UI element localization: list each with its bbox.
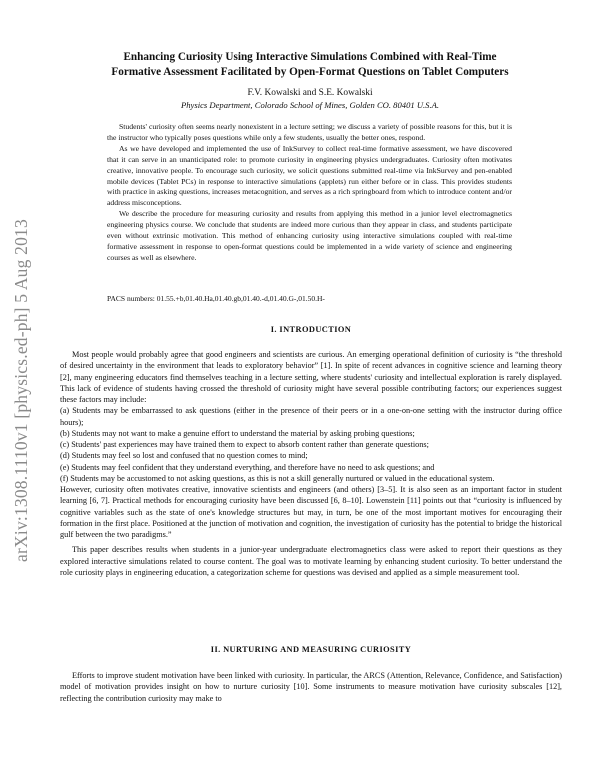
- abstract-paragraph: Students' curiosity often seems nearly nonexistent in a lecture setting; we discuss a variety of possible reasons for this, but it is the instructor who typically poses questions while only a few students, usually the better ones, respond.: [107, 122, 512, 142]
- pacs-numbers: PACS numbers: 01.55.+b,01.40.Ha,01.40.gb,01.40.-d,01.40.G-,01.50.H-: [107, 294, 325, 303]
- abstract-paragraph: We describe the procedure for measuring curiosity and results from applying this method in a junior level electromagnetics engineering physics course. We conclude that students are indeed more curious than they appear in class, and students participate even without extrinsic motivation. This method of enhancing curiosity using interactive simulations coupled with real-time formative assessment in response to open-format questions could be implemented in a wide variety of science and engineering courses as well as elsewhere.: [107, 209, 512, 262]
- affiliation: Physics Department, Colorado School of Mines, Golden CO. 80401 U.S.A.: [180, 100, 440, 110]
- section2-body: [60, 670, 562, 704]
- body-paragraph: However, curiosity often motivates creative, innovative scientists and engineers (and others) [3–5]. It is also seen as an important factor in student learning [6, 7]. Practical methods for encouraging curiosity have been discussed [6, 8–10]. Lowenstein [11] points out that “curiosity is influenced by cognitive variables such as the state of one's knowledge structures but may, in turn, be one of the most important motives for encouraging their formation in the first place. Positioned at the junction of motivation and cognition, the investigation of curiosity has the potential to bridge the historical gulf between the two paradigms.”: [60, 485, 562, 539]
- author-list: F.V. Kowalski and S.E. Kowalski: [247, 88, 373, 98]
- title-line-1: Enhancing Curiosity Using Interactive Simulations Combined with Real-Time: [123, 51, 497, 63]
- title-line-2: Formative Assessment Facilitated by Open-Format Questions on Tablet Computers: [111, 66, 509, 78]
- arxiv-identifier: arXiv:1308.1110v1 [physics.ed-ph] 5 Aug 2013: [10, 218, 31, 562]
- section-heading-introduction: I. INTRODUCTION: [270, 325, 352, 334]
- body-paragraph: Efforts to improve student motivation have been linked with curiosity. In particular, the ARCS (Attention, Relevance, Confidence, and Satisfaction) model of motivation provides insight on how to nurture curiosity [10]. Some instruments to measure motivation have curiosity subscales [12], reflecting the contribution curiosity may make to: [60, 671, 562, 703]
- abstract-paragraph: As we have developed and implemented the use of InkSurvey to collect real-time formative assessment, we have discovered that it can serve in an unanticipated role: to promote curiosity in engineering physics undergraduates. Curiosity often motivates creative, innovative people. To encourage such curiosity, we solicit questions submitted real-time via InkSurvey and pen-enabled mobile devices (Tablet PCs) in response to interactive simulations (applets) run either before or in class. This provides students with practice in asking questions, increases metacognition, and serves as a rich springboard from which to introduce content and/or address misconceptions.: [107, 143, 512, 208]
- list-item: (e) Students may feel confident that they understand everything, and therefore have no need to ask questions; and: [60, 462, 435, 472]
- list-item: (a) Students may be embarrassed to ask questions (either in the presence of their peers or in a one-on-one setting with the instructor during office hours);: [60, 406, 562, 427]
- arxiv-side-stamp: [4, 170, 38, 610]
- body-paragraph: This paper describes results when students in a junior-year undergraduate electromagnetics class were asked to report their questions as they explored interactive simulations related to course content. The goal was to motivate learning by enhancing student curiosity. To better understand the role curiosity plays in engineering education, a categorization scheme for questions was devised and applied as a simple measurement tool.: [60, 545, 562, 577]
- list-item: (b) Students may not want to make a genuine effort to understand the material by asking probing questions;: [60, 428, 415, 438]
- body-paragraph: Most people would probably agree that good engineers and scientists are curious. An emerging operational definition of curiosity is “the threshold of desired uncertainty in the environment that leads to exploratory behavior” [1]. In spite of recent advances in cognitive science and learning theory [2], many engineering educators find themselves teaching in a lecture setting, where students' curiosity and intellectual exploration is rarely displayed. This lack of evidence of students having crossed the threshold of curiosity might have several possible contributing factors; our experiences suggest these factors may include:: [60, 350, 562, 404]
- abstract: [107, 122, 512, 264]
- paper-title: [60, 50, 560, 80]
- list-item: (f) Students may be accustomed to not asking questions, as this is not a skill generally nurtured or valued in the educational system.: [60, 473, 495, 483]
- introduction-body: [60, 349, 562, 578]
- section-heading-nurturing: II. NURTURING AND MEASURING CURIOSITY: [210, 645, 412, 654]
- list-item: (c) Students' past experiences may have trained them to expect to absorb content rather than generate questions;: [60, 440, 429, 449]
- list-item: (d) Students may feel so lost and confused that no question comes to mind;: [60, 451, 308, 461]
